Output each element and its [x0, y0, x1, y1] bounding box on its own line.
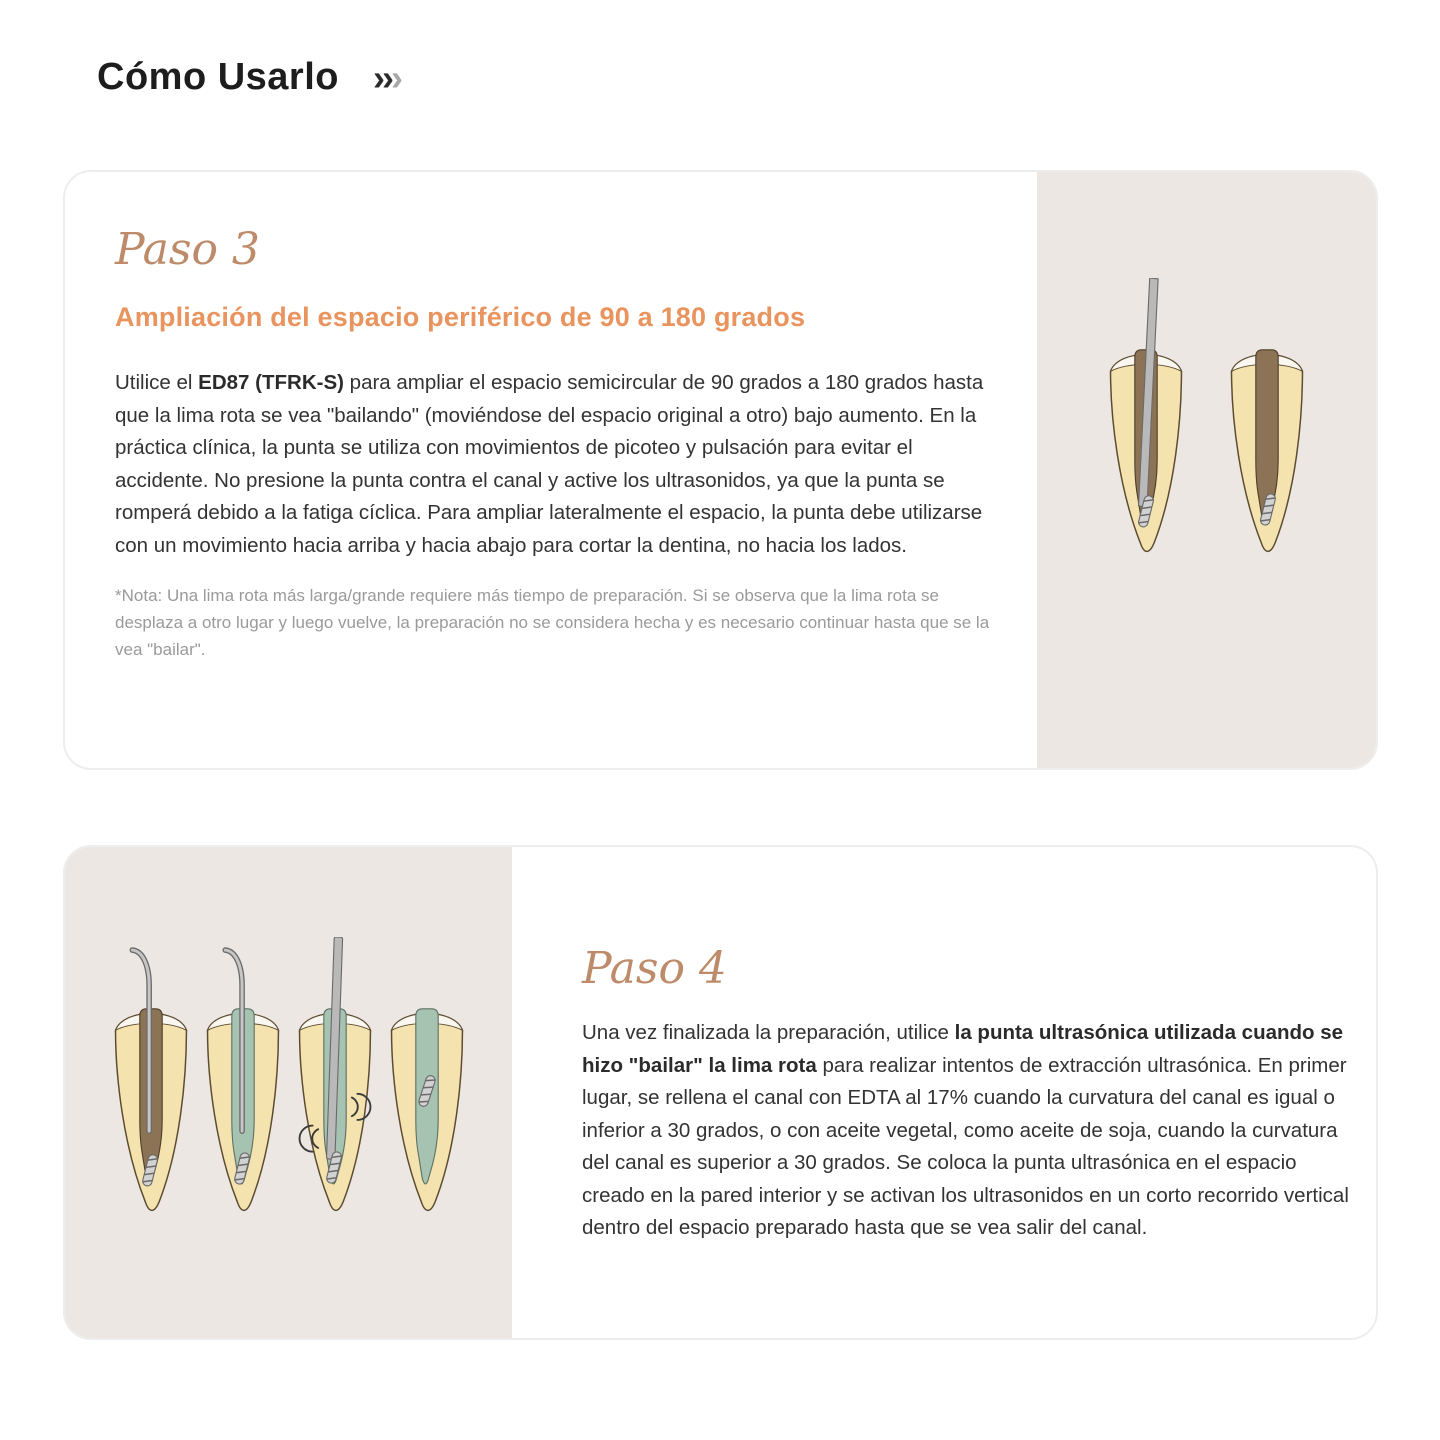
page-header [97, 56, 403, 99]
paso4-label: Paso 4 [582, 943, 727, 994]
paso3-body [115, 367, 995, 562]
paso3-body-product-name: ED87 (TFRK-S) [198, 371, 344, 394]
paso4-body-emphasis: la punta ultrasónica utilizada cuando se hizo "bailar" la lima rota [582, 1021, 1344, 1077]
tooth-cross-section-file-removed [385, 937, 469, 1217]
paso3-illustration-panel [1037, 172, 1376, 768]
paso4-illustration-panel [65, 847, 512, 1338]
tooth-cross-section-edta-filled [201, 937, 285, 1217]
triple-chevron-icon [372, 56, 403, 98]
paso3-note: *Nota: Una lima rota más larga/grande requiere más tiempo de preparación. Si se observa que la lima rota se desplaza a otro lugar y luego vuelve, la preparación no se considera hecha y es necesario continuar hasta que se la vea "bailar". [115, 586, 990, 659]
paso4-content [512, 847, 1376, 1338]
paso3-body-start: Utilice el [115, 371, 199, 394]
tooth-cross-section-ultrasonic-activated [293, 937, 377, 1217]
tooth-cross-section-enlarged-space [1225, 278, 1309, 558]
paso3-content [65, 172, 1037, 768]
paso3-body-rest: para ampliar el espacio semicircular de 90 grados a 180 grados hasta que la lima rota se vea "bailando" (moviéndose del espacio original a otro) bajo aumento. En la práctica clínica, la punta se utiliza con movimientos de picoteo y pulsación para evitar el accidente. No presione la punta contra el canal y active los ultrasonidos, ya que la punta se romperá debido a la fatiga cíclica. Para ampliar lateralmente el espacio, la punta debe utilizarse con un movimiento hacia arriba y hacia abajo para cortar la dentina, no hacia los lados. [115, 371, 984, 557]
tooth-cross-section-with-ultrasonic-tip [1104, 278, 1188, 558]
paso3-card [63, 170, 1378, 770]
paso4-body [582, 1017, 1356, 1245]
paso4-card [63, 845, 1378, 1340]
page-title: Cómo Usarlo [97, 56, 339, 98]
paso4-body-rest: para realizar intentos de extracción ultrasónica. En primer lugar, se rellena el canal con EDTA al 17% cuando la curvatura del canal es igual o inferior a 30 grados, o con aceite vegetal, como aceite de soja, cuando la curvatura del canal es superior a 30 grados. Se coloca la punta ultrasónica en el espacio creado en la pared interior y se activan los ultrasonidos en un corto recorrido vertical dentro del espacio preparado hasta que se vea salir del canal. [582, 1053, 1349, 1239]
chevron-right-icon: › [381, 56, 394, 98]
paso4-body-start: Una vez finalizada la preparación, utilice [582, 1021, 955, 1044]
chevron-right-icon: › [390, 56, 403, 98]
chevron-right-icon: › [372, 56, 385, 98]
paso3-heading: Ampliación del espacio periférico de 90 a 180 grados [115, 302, 806, 332]
paso3-label: Paso 3 [115, 224, 260, 275]
tooth-cross-section-explorer-in-canal [109, 937, 193, 1217]
